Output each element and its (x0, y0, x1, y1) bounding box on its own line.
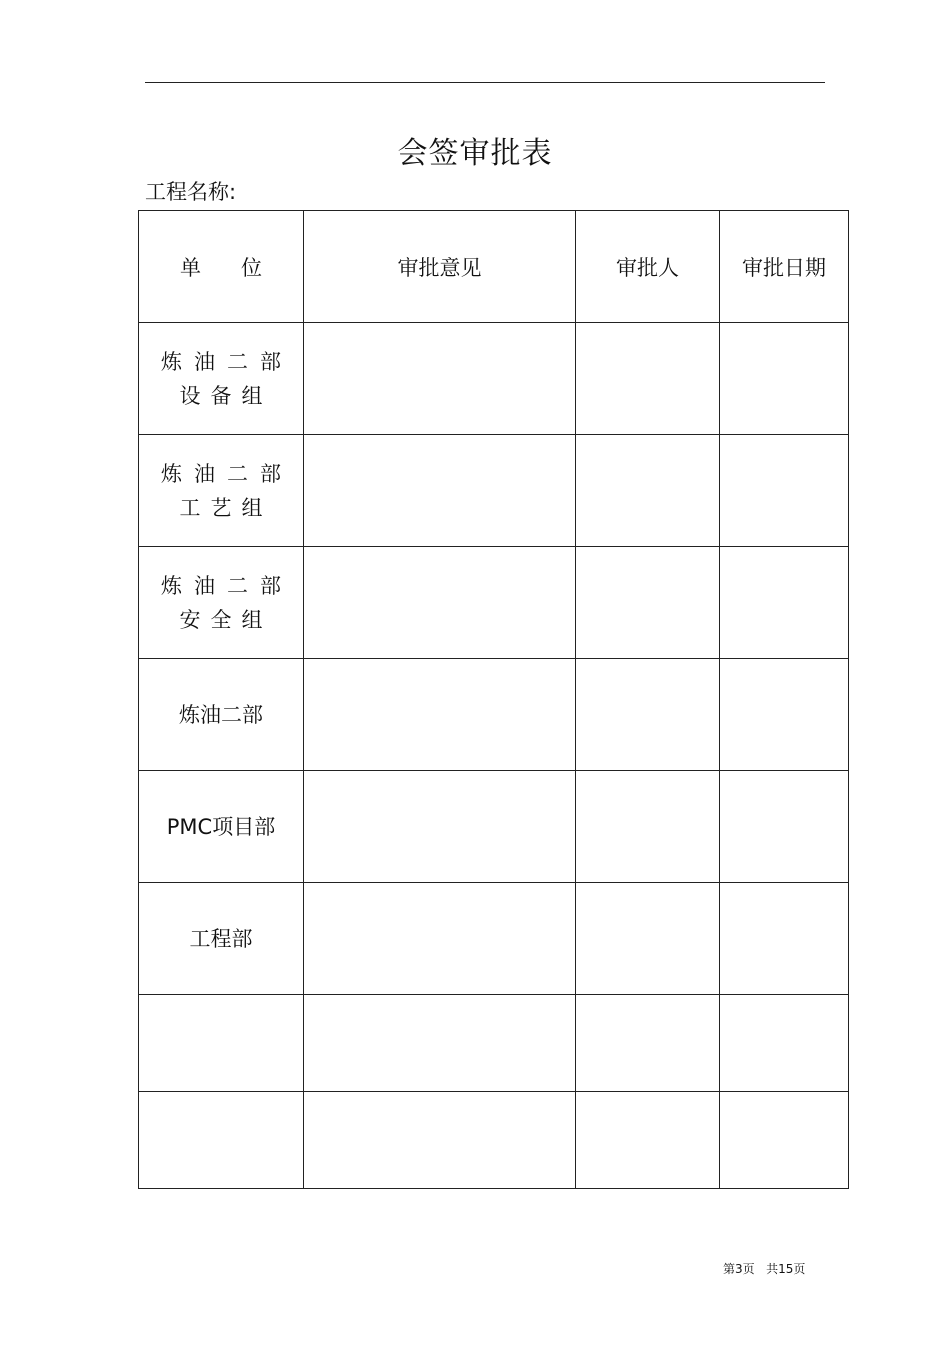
date-cell[interactable] (720, 883, 849, 995)
header-unit-label: 单位 (180, 255, 302, 280)
unit-cell[interactable] (139, 995, 304, 1092)
table-row (139, 547, 849, 659)
unit-cell (139, 883, 304, 995)
unit-cell (139, 435, 304, 547)
unit-cell (139, 547, 304, 659)
approver-cell[interactable] (576, 323, 720, 435)
page-number: 第3页 共15页 (723, 1262, 806, 1276)
opinion-cell[interactable] (304, 995, 576, 1092)
header-approver: 审批人 (576, 211, 720, 323)
header-opinion: 审批意见 (304, 211, 576, 323)
approver-cell[interactable] (576, 435, 720, 547)
approver-cell[interactable] (576, 1092, 720, 1189)
table-row (139, 883, 849, 995)
project-name-label: 工程名称: (145, 180, 237, 204)
approver-cell[interactable] (576, 547, 720, 659)
approver-cell[interactable] (576, 883, 720, 995)
table-row (139, 995, 849, 1092)
opinion-cell[interactable] (304, 883, 576, 995)
date-cell[interactable] (720, 435, 849, 547)
opinion-cell[interactable] (304, 659, 576, 771)
table-row (139, 1092, 849, 1189)
unit-name: 炼油二部 (161, 573, 293, 598)
unit-cell (139, 659, 304, 771)
opinion-cell[interactable] (304, 771, 576, 883)
table-row (139, 659, 849, 771)
unit-group: 安全组 (179, 607, 273, 632)
table-row (139, 771, 849, 883)
unit-cell (139, 771, 304, 883)
unit-name: 工程部 (189, 926, 253, 951)
unit-name: PMC项目部 (166, 814, 276, 839)
table-header-row (139, 211, 849, 323)
approval-table (138, 210, 849, 1189)
unit-name: 炼油二部 (161, 349, 293, 374)
date-cell[interactable] (720, 771, 849, 883)
date-cell[interactable] (720, 995, 849, 1092)
date-cell[interactable] (720, 1092, 849, 1189)
header-date: 审批日期 (720, 211, 849, 323)
unit-name: 炼油二部 (161, 461, 293, 486)
opinion-cell[interactable] (304, 1092, 576, 1189)
approver-cell[interactable] (576, 995, 720, 1092)
document-title: 会签审批表 (397, 136, 553, 171)
header-rule (145, 82, 825, 83)
unit-name: 炼油二部 (179, 702, 263, 727)
unit-group: 设备组 (179, 383, 273, 408)
unit-cell[interactable] (139, 1092, 304, 1189)
opinion-cell[interactable] (304, 435, 576, 547)
opinion-cell[interactable] (304, 547, 576, 659)
header-unit (139, 211, 304, 323)
unit-group: 工艺组 (179, 495, 273, 520)
table-row (139, 323, 849, 435)
approver-cell[interactable] (576, 659, 720, 771)
date-cell[interactable] (720, 323, 849, 435)
opinion-cell[interactable] (304, 323, 576, 435)
table-row (139, 435, 849, 547)
date-cell[interactable] (720, 659, 849, 771)
unit-cell (139, 323, 304, 435)
approver-cell[interactable] (576, 771, 720, 883)
date-cell[interactable] (720, 547, 849, 659)
